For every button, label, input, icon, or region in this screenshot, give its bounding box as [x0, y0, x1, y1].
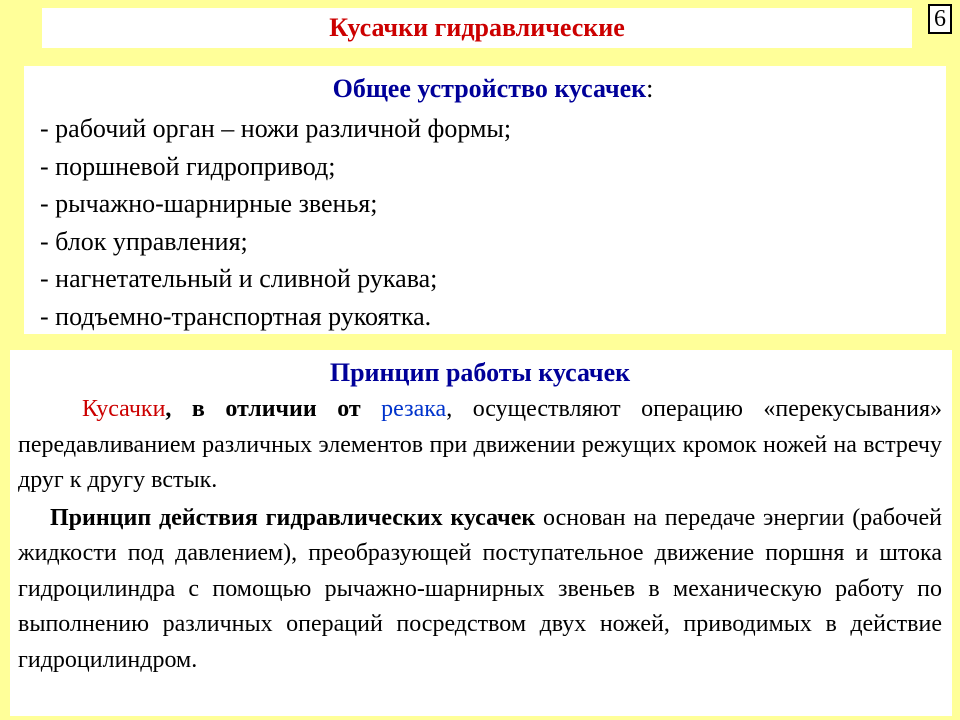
term-cutter-torch: резака	[381, 396, 447, 422]
list-item: - поршневой гидропривод;	[40, 151, 336, 181]
principle-paragraph-2	[18, 501, 942, 679]
list-item: - рабочий орган – ножи различной формы;	[40, 114, 512, 143]
structure-box	[24, 66, 946, 334]
p2-rest: основан на передаче энергии (рабочей жидкости под давлением), преобразующей поступательное движение поршня и штока гидроцилиндра с помощью рычажно-шарнирных звеньев в механическую работу по выполнению различных операций посредством двух ножей, приводимых в действие гидроцилиндром.	[18, 504, 942, 673]
structure-heading	[40, 72, 946, 106]
principle-box	[10, 350, 952, 716]
list-item: - рычажно-шарнирные звенья;	[40, 189, 378, 219]
principle-paragraph-1	[18, 392, 942, 499]
principle-heading: Принцип работы кусачек	[329, 358, 631, 387]
term-cutters: Кусачки	[82, 396, 166, 422]
p1-connector: , в отличии от	[165, 396, 382, 422]
structure-heading-colon: :	[646, 74, 654, 103]
p1-rest: , осуществляют операцию «перекусывания» передавливанием различных элементов при движении режущих кромок ножей на встречу друг к другу встык.	[18, 396, 943, 493]
list-item: - блок управления;	[40, 226, 248, 256]
structure-heading-text: Общее устройство кусачек	[332, 74, 647, 103]
page-number: 6	[928, 4, 952, 34]
list-item: - подъемно-транспортная рукоятка.	[40, 301, 432, 331]
slide-title: Кусачки гидравлические	[329, 13, 625, 42]
list-item: - нагнетательный и сливной рукава;	[40, 264, 438, 294]
p2-bold-lead: Принцип действия гидравлических кусачек	[50, 504, 536, 531]
title-bar	[42, 8, 912, 48]
